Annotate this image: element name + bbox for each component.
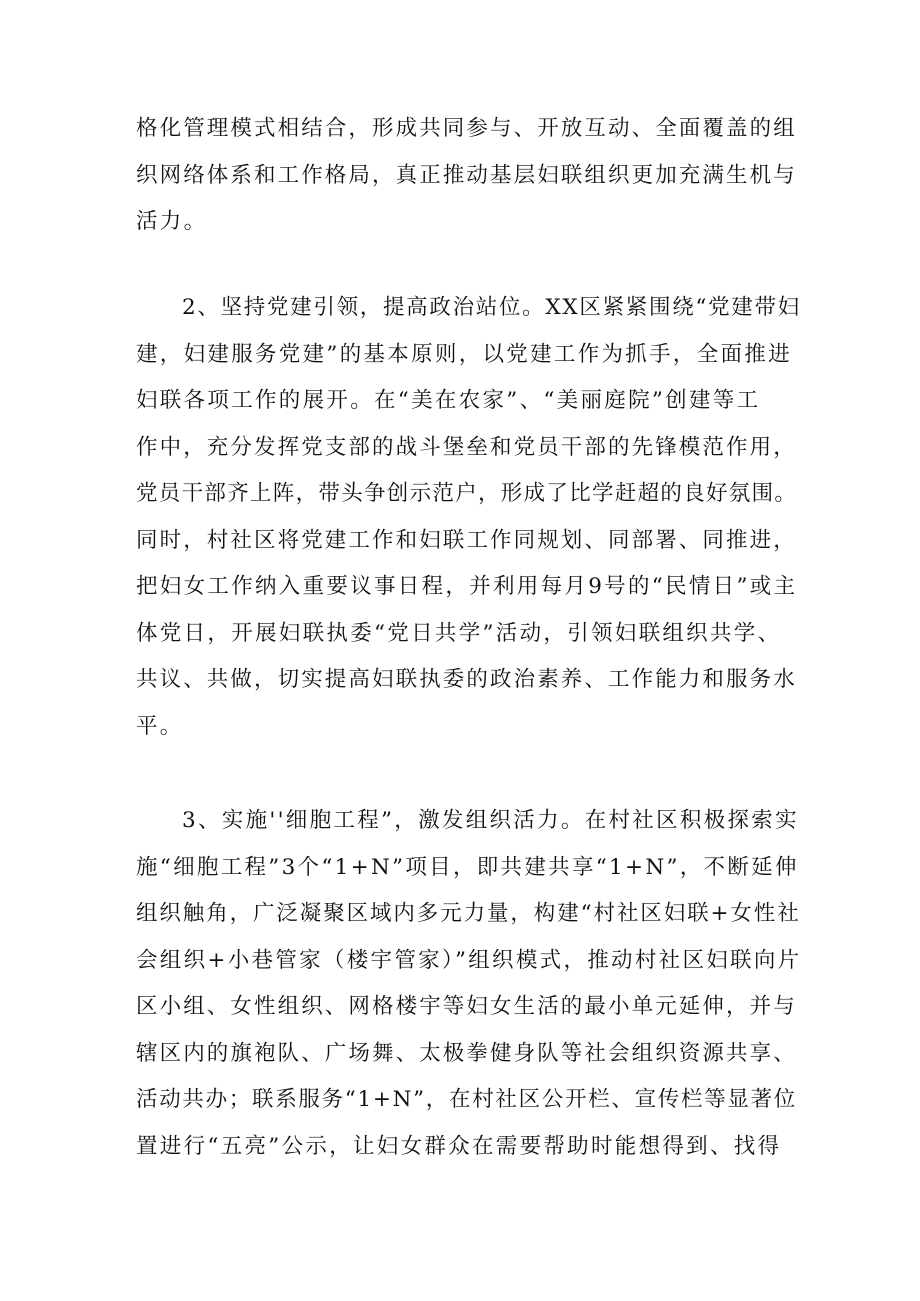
- text-line: 组织触角，广泛凝聚区域内多元力量，构建“村社区妇联+女性社: [136, 901, 801, 926]
- text-line: 党员干部齐上阵，带头争创示范户，形成了比学赶超的良好氛围。: [136, 481, 798, 506]
- text-line: 区小组、女性组织、网格楼宇等妇女生活的最小单元延伸，并与: [136, 994, 797, 1019]
- text-line: 同时，村社区将党建工作和妇联工作同规划、同部署、同推进，: [136, 527, 797, 553]
- text-line: 妇联各项工作的展开。在“美在农家”、“美丽庭院”创建等工: [136, 388, 761, 413]
- text-line: 建，妇建服务党建”的基本原则，以党建工作为抓手，全面推进: [136, 341, 792, 367]
- text-line: 织网络体系和工作格局，真正推动基层妇联组织更加充满生机与: [136, 162, 797, 188]
- text-line: 施“细胞工程”3个“1+N”项目，即共建共享“1+N”，不断延伸: [136, 854, 799, 880]
- text-line: 活动共办；联系服务“1+N”，在村社区公开栏、宣传栏等显著位: [136, 1087, 797, 1112]
- text-line: 平。: [136, 713, 184, 739]
- text-line: 共议、共做，切实提高妇联执委的政治素养、工作能力和服务水: [136, 667, 797, 692]
- text-line: 格化管理模式相结合，形成共同参与、开放互动、全面覆盖的组: [136, 116, 797, 141]
- text-line: 辖区内的旗袍队、广场舞、太极拳健身队等社会组织资源共享、: [136, 1040, 797, 1066]
- text-line: 会组织+小巷管家（楼宇管家）”组织模式，推动村社区妇联向片: [136, 947, 802, 973]
- text-line: 活力。: [136, 209, 208, 234]
- text-line: 3、实施''细胞工程”，激发组织活力。在村社区积极探索实: [182, 808, 799, 833]
- paragraph-cell-project: [136, 798, 802, 1170]
- text-line: 体党日，开展妇联执委“党日共学”活动，引领妇联组织共学、: [136, 620, 782, 646]
- text-line: 作中，充分发挥党支部的战斗堡垒和党员干部的先锋模范作用，: [136, 434, 797, 460]
- paragraph-party-building: [136, 285, 801, 750]
- text-line: 置进行“五亮”公示，让妇女群众在需要帮助时能想得到、找得: [136, 1133, 782, 1159]
- paragraph-continuation: [136, 106, 796, 246]
- text-line: 把妇女工作纳入重要议事日程，并利用每月9号的“民情日”或主: [136, 574, 798, 599]
- text-line: 2、坚持党建引领，提高政治站位。XX区紧紧围绕“党建带妇: [182, 295, 801, 320]
